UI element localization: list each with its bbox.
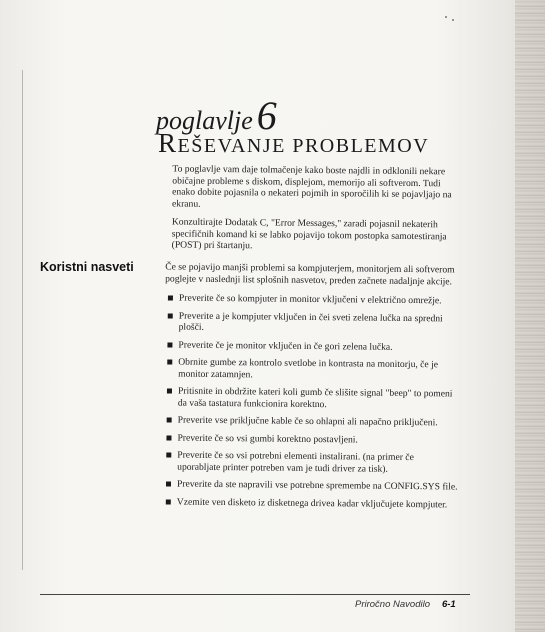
tip-text: Preverite da ste napravili vse potrebne spremembe na CONFIG.SYS file. [176,478,458,493]
intro-text [172,163,463,261]
footer-rule [40,594,470,595]
tip-text: Preverite če so vsi potrebni elementi instalirani. (na primer če uporabljate printer potreben vam je tudi driver za tisk). [177,449,414,475]
tip-text: Vzemite ven disketo iz disketnega drivea kadar vključujete kompjuter. [176,496,448,510]
title-initial: R [158,128,178,158]
chapter-title [158,128,429,159]
bullet-icon [166,435,171,440]
tip-text: Preverite a je kompjuter vključen in čei sveti zelena lučka na spredni plošči. [178,310,443,333]
tip-text: Preverite če je monitor vključen in če gori zelena lučka. [178,339,393,353]
page-number: 6-1 [441,599,456,610]
list-item [163,432,459,447]
speck [445,16,447,18]
list-item [163,496,459,511]
intro-paragraph: To poglavlje vam daje tolmačenje kako boste najdli in odklonili nekare običajne probleme s diskom, displejom, memorijo ali softverom. Tudi enako dobite pojasnila o nekateri pojmih in sporočilih ki se pojavljajo na ekranu. [172,163,452,210]
bullet-icon [166,499,171,504]
tip-text: Preverite če so vsi gumbi korektno postavljeni. [177,432,358,445]
bullet-icon [166,481,171,486]
list-item [164,339,460,354]
page-edge-shadow [515,0,545,632]
bullet-icon [167,359,172,364]
tip-text: Obrnite gumbe za kontrolo svetlobe in kontrasta na monitorju, če je monitor zatamnjen. [178,356,439,380]
list-item [163,449,459,475]
list-item [163,478,459,493]
bullet-icon [167,417,172,422]
section-heading: Koristni nasveti [40,260,134,274]
footer-book-title: Priročno Navodilo [355,599,430,610]
bullet-icon [167,342,172,347]
tip-text: Preverite če so kompjuter in monitor vključeni v električno omrežje. [178,292,442,307]
tip-text: Preverite vse priključne kable če so ohlapni ali napačno priključeni. [177,414,438,429]
bullet-icon [168,313,173,318]
title-rest: EŠEVANJE PROBLEMOV [177,135,430,157]
list-item [164,356,460,382]
tips-list [163,292,461,510]
bullet-icon [166,452,171,457]
list-item [165,292,461,307]
intro-paragraph: Konzultirajte Dodatak C, "Error Messages," zaradi pojasnil nekaterih specifičnih komand ki se labko pojavijo tokom postopka samotestiranja (POST) pri štartanju. [171,216,447,252]
chapter-label: poglavlje [156,106,253,135]
margin-rule [22,70,23,570]
list-item [165,310,461,336]
page-footer [355,599,456,610]
section-body [163,261,462,516]
speck [452,19,454,21]
tip-text: Pritisnite in obdržite kateri koli gumb če slišite signal "beep" to pomeni da vaša tastatura funkcionira korektno. [177,385,453,410]
bullet-icon [168,295,173,300]
chapter-number: 6 [256,93,277,138]
bullet-icon [167,388,172,393]
list-item [164,414,460,429]
list-item [164,385,460,411]
section-lead: Če se pojavijo manjši problemi sa kompjuterjem, monitorjem ali softverom poglejte v naslednji list splošnih nasvetov, preden začnete nadaljnje akcije. [165,261,455,287]
